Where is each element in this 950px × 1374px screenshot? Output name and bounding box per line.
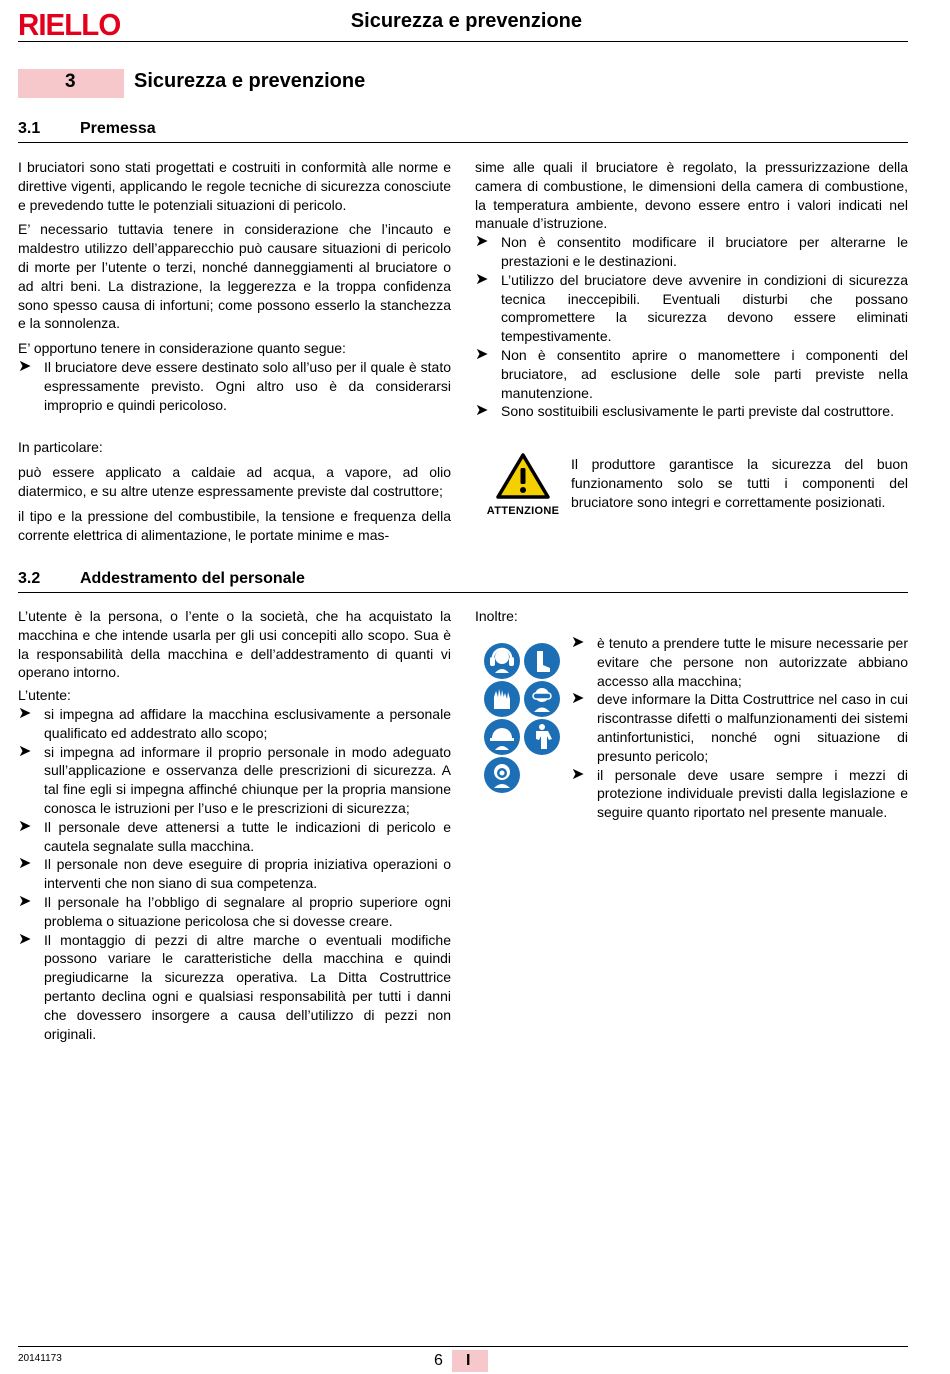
arrow-bullet-icon: ➤ [571, 765, 585, 783]
paragraph: L’utente è la persona, o l’ente o la società, che ha acquistato la macchina e che intende usarla per gli usi concepiti allo scopo. Sua è la responsabilità della macchina e dell’addestramento di quanti vi operano intorno. [18, 608, 451, 681]
bullet-text: Sono sostituibili esclusivamente le parti previste dal costruttore. [501, 403, 894, 420]
arrow-bullet-icon: ➤ [475, 233, 489, 251]
bullet-text: il personale deve usare sempre i mezzi di protezione individuale previsti dalla legislazione e seguire quanto riportato nel presente manuale. [597, 766, 908, 821]
paragraph: può essere applicato a caldaie ad acqua, a vapore, ad olio diatermico, e su altre utenze espressamente previste dal costruttore; [18, 464, 451, 499]
riello-logo: RIELLO [18, 7, 121, 42]
bullet-item [18, 818, 451, 856]
paragraph: E’ necessario tuttavia tenere in considerazione che l’incauto e maldestro utilizzo dell’apparecchio può causare situazioni di pericolo di morte per l’utente o terzi, nonché danneggiamenti al bruciatore o ad altri beni. La distrazione, la leggerezza e la troppa confidenza sono spesso causa di infortuni; come possono esserlo la stanchezza e la sonnolenza. [18, 221, 451, 332]
warning-triangle-icon [495, 452, 551, 500]
bullet-text: si impegna ad affidare la macchina esclusivamente a personale qualificato ed addestrato allo scopo; [44, 705, 451, 741]
document-code: 20141173 [18, 1353, 62, 1364]
safety-goggles-icon [524, 681, 560, 717]
header-rule [18, 41, 908, 42]
bullet-text: Il personale deve attenersi a tutte le indicazioni di pericolo e cautela segnalate sulla macchina. [44, 818, 451, 854]
bullet-text: Non è consentito modificare il bruciatore per alterarne le prestazioni e le destinazioni. [501, 234, 908, 269]
paragraph: il tipo e la pressione del combustibile, la tensione e frequenza della corrente elettrica di alimentazione, le portate minime e mas- [18, 507, 451, 543]
inoltre-bullets [571, 634, 908, 822]
section-number: 3.2 [18, 570, 41, 587]
bullet-text: deve informare la Ditta Costruttrice nel caso in cui riscontrasse difetti o malfunzionamenti dei sistemi antinfortunistici, nonché ogni situazione di presunto pericolo; [597, 691, 908, 764]
bullet-text: si impegna ad informare il proprio personale in modo adeguato sull’applicazione e osservanza delle prescrizioni di sicurezza. A tal fine egli si impegna affinché chiunque per la propria mansione conosca le istruzioni per l’uso e le prescrizioni di sicurezza; [44, 743, 451, 816]
section-title: Premessa [80, 120, 156, 137]
chapter-title: Sicurezza e prevenzione [134, 70, 366, 92]
warning-label: ATTENZIONE [486, 505, 560, 517]
bullet-item [475, 402, 908, 421]
footer-rule [18, 1346, 908, 1347]
addestramento-left-column [18, 607, 451, 1043]
bullet-text: Il personale ha l’obbligo di segnalare al proprio superiore ogni problema o situazione pericolosa che si dovesse creare. [44, 893, 451, 929]
arrow-bullet-icon: ➤ [18, 704, 32, 722]
section-number: 3.1 [18, 120, 41, 137]
bullet-item [18, 358, 451, 414]
page-header-title: Sicurezza e prevenzione [350, 10, 582, 32]
bullet-item [475, 346, 908, 402]
helmet-icon [484, 719, 520, 755]
bullet-text: Il bruciatore deve essere destinato solo all’uso per il quale è stato espressamente previsto. Ogni altro uso è da considerarsi improprio e quindi pericoloso. [44, 358, 451, 413]
warning-block [480, 452, 566, 517]
respirator-icon [484, 757, 520, 793]
bullet-item [475, 233, 908, 271]
arrow-bullet-icon: ➤ [475, 402, 489, 420]
gloves-icon [484, 681, 520, 717]
inoltre-label: Inoltre: [475, 608, 518, 624]
arrow-bullet-icon: ➤ [475, 270, 489, 288]
bullet-text: Non è consentito aprire o manomettere i componenti del bruciatore, ad esclusione delle sole parti previste nella manutenzione. [501, 346, 908, 401]
bullet-item [571, 766, 908, 822]
paragraph: In particolare: [18, 439, 103, 456]
section-title: Addestramento del personale [80, 570, 305, 587]
premessa-right-column [475, 158, 908, 421]
arrow-bullet-icon: ➤ [18, 892, 32, 910]
overalls-icon [524, 719, 560, 755]
bullet-item [18, 705, 451, 743]
bullet-text: è tenuto a prendere tutte le misure necessarie per evitare che persone non autorizzate abbiano accesso alla macchina; [597, 635, 908, 689]
ear-protection-icon [484, 643, 520, 679]
arrow-bullet-icon: ➤ [18, 742, 32, 760]
bullet-text: L’utilizzo del bruciatore deve avvenire in condizioni di sicurezza tecnica ineccepibili. Eventuali disturbi che possano compromettere la sicurezza devono essere eliminati tempestivamente. [501, 271, 908, 345]
bullet-item [571, 690, 908, 765]
arrow-bullet-icon: ➤ [571, 634, 585, 651]
arrow-bullet-icon: ➤ [18, 357, 32, 375]
bullet-item [18, 931, 451, 1044]
arrow-bullet-icon: ➤ [571, 690, 585, 708]
paragraph: E’ opportuno tenere in considerazione quanto segue: [18, 340, 346, 357]
bullet-item [475, 271, 908, 346]
arrow-bullet-icon: ➤ [18, 817, 32, 835]
arrow-bullet-icon: ➤ [475, 345, 489, 363]
bullet-item [18, 743, 451, 818]
paragraph: L’utente: [18, 687, 71, 704]
bullet-item [571, 634, 908, 690]
language-code: I [466, 1352, 471, 1369]
chapter-number: 3 [65, 71, 76, 92]
paragraph: sime alle quali il bruciatore è regolato, la pressurizzazione della camera di combustione, le dimensioni della camera di combustione, la temperatura ambiente, devono essere entro i valori indicati nel manuale d’istruzione. [475, 159, 908, 232]
section-heading-premessa [18, 118, 908, 143]
page-number: 6 [434, 1352, 443, 1369]
bullet-text: Il personale non deve eseguire di propria iniziativa operazioni o interventi che non siano di sua competenza. [44, 856, 451, 892]
arrow-bullet-icon: ➤ [18, 855, 32, 873]
paragraph: I bruciatori sono stati progettati e costruiti in conformità alle norme e direttive vigenti, applicando le regole tecniche di sicurezza conosciute e prevedendo tutte le potenziali situazioni di pericolo. [18, 159, 451, 213]
section-heading-addestramento [18, 568, 908, 593]
warning-text: Il produttore garantisce la sicurezza del buon funzionamento solo se tutti i componenti del bruciatore sono integri e correttamente posizionati. [571, 456, 908, 510]
bullet-item [18, 855, 451, 893]
bullet-text: Il montaggio di pezzi di altre marche o eventuali modifiche possono variare le caratteristiche della macchina e quindi pregiudicarne la sicurezza operativa. La Ditta Costruttrice pertanto declina ogni e qualsiasi responsabilità per tutti i danni che dovessero insorgere a causa dell’utilizzo di pezzi non originali. [44, 931, 451, 1042]
arrow-bullet-icon: ➤ [18, 930, 32, 948]
safety-boots-icon [524, 643, 560, 679]
premessa-left-column [18, 158, 451, 550]
bullet-item [18, 893, 451, 931]
